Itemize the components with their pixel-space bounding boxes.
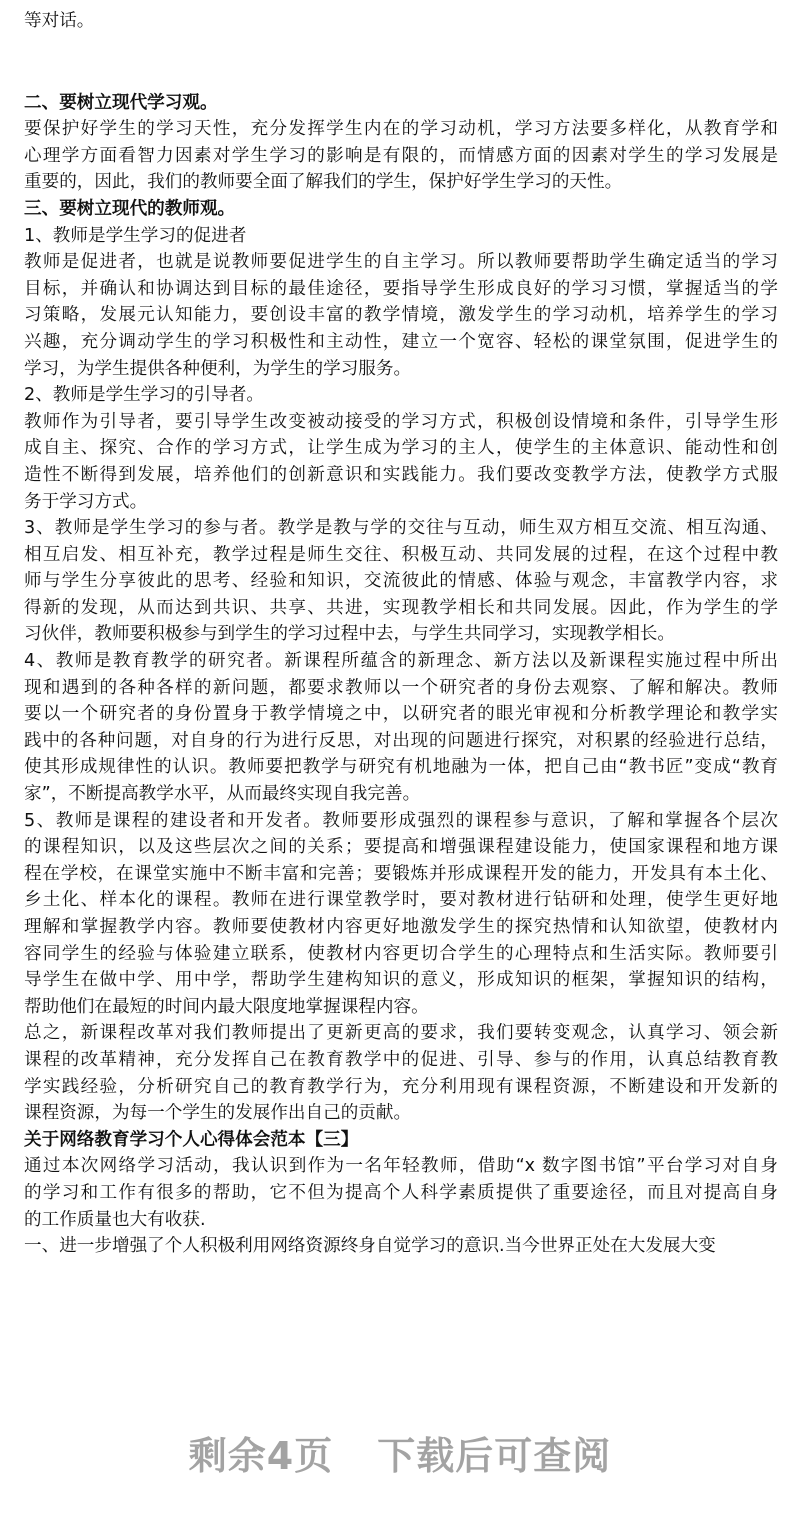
text-line: 现和遇到的各种各样的新问题，都要求教师以一个研究者的身份去观察、了解和解决。教师 xyxy=(24,677,778,698)
text-line: 理解和掌握教学内容。教师要使教材内容更好地激发学生的探究热情和认知欲望，使教材内 xyxy=(24,917,778,937)
download-prompt[interactable] xyxy=(0,1425,800,1480)
text-line: 学实践经验，分析研究自己的教育教学行为，充分利用现有课程资源，不断建设和开发新的 xyxy=(24,1076,778,1097)
text-line: 家”，不断提高教学水平，从而最终实现自我完善。 xyxy=(24,784,421,805)
text-line: 师与学生分享彼此的思考、经验和知识，交流彼此的情感、体验与观念，丰富教学内容，求 xyxy=(24,571,778,592)
text-line: 习伙伴，教师要积极参与到学生的学习过程中去，与学生共同学习，实现教学相长。 xyxy=(24,624,675,645)
paragraph xyxy=(24,249,778,382)
text-line: 务于学习方式。 xyxy=(24,491,148,512)
text-line: 使其形成规律性的认识。教师要把教学与研究有机地融为一体，把自己由“教书匠”变成“教育 xyxy=(24,757,778,778)
text-line: 的课程知识，以及这些层次之间的关系；要提高和增强课程建设能力，使国家课程和地方课 xyxy=(24,837,778,858)
text-line: 课程资源，为每一个学生的发展作出自己的贡献。 xyxy=(24,1103,412,1124)
text-line: 三、要树立现代的教师观。 xyxy=(24,198,236,219)
paragraph xyxy=(24,808,778,1021)
text-line: 2、教师是学生学习的引导者。 xyxy=(24,385,264,406)
text-line: 4、教师是教育教学的研究者。新课程所蕴含的新理念、新方法以及新课程实施过程中所出 xyxy=(24,651,778,672)
remaining-pages-label: 剩余4页 xyxy=(188,1434,334,1478)
paragraph xyxy=(24,116,778,196)
document-body xyxy=(24,8,778,1260)
text-line: 帮助他们在最短的时间内最大限度地掌握课程内容。 xyxy=(24,996,429,1017)
section-heading xyxy=(24,90,778,117)
text-line: 关于网络教育学习个人心得体会范本【三】 xyxy=(24,1129,359,1150)
section-heading xyxy=(24,196,778,223)
text-line: 践中的各种问题，对自身的行为进行反思，对出现的问题进行探究，对积累的经验进行总结， xyxy=(24,730,778,751)
text-line: 3、教师是学生学习的参与者。教学是教与学的交往与互动，师生双方相互交流、相互沟通、 xyxy=(24,518,778,539)
text-line: 教师作为引导者，要引导学生改变被动接受的学习方式，积极创设情境和条件，引导学生形 xyxy=(24,411,778,432)
text-line: 成自主、探究、合作的学习方式，让学生成为学习的主人，使学生的主体意识、能动性和创 xyxy=(24,438,778,459)
text-line: 一、进一步增强了个人积极利用网络资源终身自觉学习的意识.当今世界正处在大发展大变 xyxy=(24,1236,716,1257)
text-line: 1、教师是学生学习的促进者 xyxy=(24,225,247,246)
text-line: 通过本次网络学习活动，我认识到作为一名年轻教师，借助“x 数字图书馆”平台学习对自身 xyxy=(24,1156,778,1177)
paragraph xyxy=(24,8,778,35)
text-line: 二、要树立现代学习观。 xyxy=(24,92,218,113)
text-line: 目标，并确认和协调达到目标的最佳途径，要指导学生形成良好的学习习惯，掌握适当的学 xyxy=(24,278,778,299)
text-line: 5、教师是课程的建设者和开发者。教师要形成强烈的课程参与意识，了解和掌握各个层次 xyxy=(24,810,778,831)
text-line: 总之，新课程改革对我们教师提出了更新更高的要求，我们要转变观念，认真学习、领会新 xyxy=(24,1023,778,1044)
text-line: 相互启发、相互补充，教学过程是师生交往、积极互动、共同发展的过程，在这个过程中教 xyxy=(24,544,778,565)
text-line: 导学生在做中学、用中学，帮助学生建构知识的意义，形成知识的框架，掌握知识的结构， xyxy=(24,970,778,991)
paragraph xyxy=(24,1020,778,1126)
paragraph xyxy=(24,648,778,808)
paragraph xyxy=(24,515,778,648)
text-line: 重要的，因此，我们的教师要全面了解我们的学生，保护好学生学习的天性。 xyxy=(24,172,623,193)
text-line: 程在学校，在课堂实施中不断丰富和完善；要锻炼并形成课程开发的能力，开发具有本土化、 xyxy=(24,863,778,884)
text-line: 的工作质量也大有收获. xyxy=(24,1209,206,1230)
text-line: 等对话。 xyxy=(24,11,95,31)
text-line: 习策略，发展元认知能力，要创设丰富的教学情境，激发学生的学习动机，培养学生的学习 xyxy=(24,305,778,326)
paragraph xyxy=(24,223,778,250)
paragraph xyxy=(24,1153,778,1233)
text-line: 容同学生的经验与体验建立联系，使教材内容更切合学生的心理特点和生活实际。教师要引 xyxy=(24,943,778,964)
text-line: 学习，为学生提供各种便利，为学生的学习服务。 xyxy=(24,358,412,379)
text-line: 得新的发现，从而达到共识、共享、共进，实现教学相长和共同发展。因此，作为学生的学 xyxy=(24,597,778,618)
section-heading xyxy=(24,1127,778,1154)
paragraph xyxy=(24,409,778,515)
text-line: 乡土化、样本化的课程。教师在进行课堂教学时，要对教材进行钻研和处理，使学生更好地 xyxy=(24,890,778,911)
paragraph xyxy=(24,382,778,409)
text-line: 造性不断得到发展，培养他们的创新意识和实践能力。我们要改变教学方法，使教学方式服 xyxy=(24,464,778,485)
text-line: 兴趣，充分调动学生的学习积极性和主动性，建立一个宽容、轻松的课堂氛围，促进学生的 xyxy=(24,331,778,352)
spacer xyxy=(24,35,778,90)
paragraph xyxy=(24,1233,778,1260)
text-line: 心理学方面看智力因素对学生学习的影响是有限的，而情感方面的因素对学生的学习发展是 xyxy=(24,145,778,166)
text-line: 的学习和工作有很多的帮助，它不但为提高个人科学素质提供了重要途径，而且对提高自身 xyxy=(24,1182,778,1203)
text-line: 要保护好学生的学习天性，充分发挥学生内在的学习动机，学习方法要多样化，从教育学和 xyxy=(24,119,778,140)
download-to-view-label: 下载后可查阅 xyxy=(377,1434,612,1478)
text-line: 教师是促进者，也就是说教师要促进学生的自主学习。所以教师要帮助学生确定适当的学习 xyxy=(24,252,778,273)
text-line: 课程的改革精神，充分发挥自己在教育教学中的促进、引导、参与的作用，认真总结教育教 xyxy=(24,1049,778,1070)
text-line: 要以一个研究者的身份置身于教学情境之中，以研究者的眼光审视和分析教学理论和教学实 xyxy=(24,704,778,725)
